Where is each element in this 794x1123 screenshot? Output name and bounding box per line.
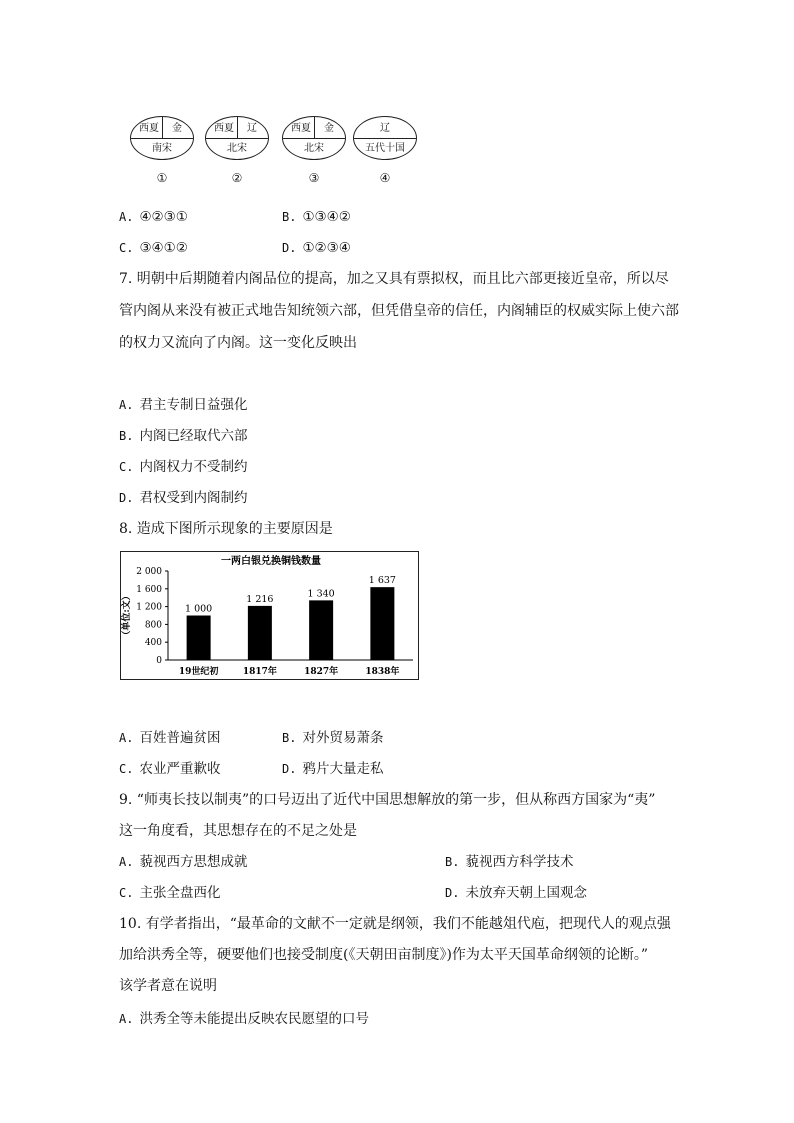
q9-option-a-letter: A. [119,855,134,869]
oval-3-top-right: 金 [324,123,334,134]
oval-2-top-left: 西夏 [214,123,234,134]
oval-1-label: ① [156,171,168,185]
x-tick-label: 1827年 [304,667,339,677]
q8-option-b-letter: B. [282,731,297,745]
q9-option-c-letter: C. [119,886,134,900]
q9-option-a-text: 藐视西方思想成就 [139,854,248,870]
q8-option-d-text: 鸦片大量走私 [302,761,384,777]
oval-3-bottom: 北宋 [304,143,324,154]
q10-option-a-letter: A. [119,1012,134,1026]
q9-option-b-text: 藐视西方科学技术 [465,854,574,870]
q9-stem-line-1: 9. “师夷长技以制夷”的口号迈出了近代中国思想解放的第一步，但从称西方国家为“夷” [119,792,656,808]
oval-4-top: 辽 [380,123,390,134]
q8-option-b [282,729,383,747]
q9-option-d [445,884,587,902]
y-tick-label: 0 [156,656,162,666]
q7-option-d-text: 君权受到内阁制约 [139,490,248,506]
q6-option-a-text: ④②③① [139,209,188,225]
bar [370,587,394,660]
y-tick-label: 2 000 [136,567,162,577]
q7-option-d-letter: D. [119,491,134,505]
q6-option-a-letter: A. [119,210,134,224]
q9-option-b-letter: B. [445,855,460,869]
bar [187,616,211,661]
q10-option-a [119,1010,369,1028]
oval-2-top-right: 辽 [247,123,257,134]
oval-4 [353,116,417,160]
bar [309,600,333,660]
bar-value-label: 1 637 [368,575,396,587]
q9-option-b [445,853,573,871]
q7-option-b [119,427,247,445]
q7-option-b-text: 内阁已经取代六部 [139,428,248,444]
y-axis-label: （单位:文） [122,591,132,640]
chart-title: 一两白银兑换铜钱数量 [221,556,321,567]
oval-2-bottom: 北宋 [227,143,247,154]
bar-value-label: 1 216 [246,593,274,605]
q9-stem-line-2: 这一角度看，其思想存在的不足之处是 [119,823,357,839]
bar-value-label: 1 340 [307,588,335,600]
oval-1 [130,116,194,160]
q10-stem-line-1: 10. 有学者指出，“最革命的文献不一定就是纲领，我们不能越俎代庖，把现代人的观点强 [119,916,671,932]
q7-stem-line-2: 管内阁从来没有被正式地告知统领六部，但凭借皇帝的信任，内阁辅臣的权威实际上使六部 [119,303,679,319]
q10-stem-line-3: 该学者意在说明 [119,978,217,994]
silver-copper-chart [120,551,419,680]
q6-option-d-text: ①②③④ [302,240,351,256]
q8-option-d-letter: D. [282,762,297,776]
q6-option-b [282,208,351,226]
q7-stem-line-3: 的权力又流向了内阁。这一变化反映出 [119,335,357,351]
q7-option-d [119,489,247,507]
oval-1-top-right: 金 [172,123,182,134]
bar-value-label: 1 000 [185,603,213,615]
q7-option-a-letter: A. [119,398,134,412]
oval-2 [205,116,269,160]
q6-option-d-letter: D. [282,241,297,255]
q7-stem-line-1: 7. 明朝中后期随着内阁品位的提高，加之又具有票拟权，而且比六部更接近皇帝，所以尽 [119,271,669,287]
x-tick-label: 1817年 [242,667,277,677]
y-tick-label: 800 [144,620,162,631]
oval-4-label: ④ [379,171,391,185]
q7-option-c-letter: C. [119,460,134,474]
x-tick-label: 1838年 [365,667,400,677]
oval-3-label: ③ [308,171,320,185]
q6-option-b-letter: B. [282,210,297,224]
q6-option-b-text: ①③④② [302,209,351,225]
oval-3-top-left: 西夏 [291,123,311,134]
q9-option-d-text: 未放弃天朝上国观念 [465,885,587,901]
q9-option-c-text: 主张全盘西化 [139,885,221,901]
q8-option-d [282,760,383,778]
q6-option-c-text: ③④①② [139,240,188,256]
q9-option-a [119,853,247,871]
q7-option-c [119,458,247,476]
q8-option-c-text: 农业严重歉收 [139,761,221,777]
oval-3 [282,116,346,160]
oval-4-bottom: 五代十国 [365,143,405,154]
q9-option-d-letter: D. [445,886,460,900]
y-tick-label: 1 600 [136,584,162,595]
q8-stem: 8. 造成下图所示现象的主要原因是 [119,521,333,537]
oval-1-top-left: 西夏 [139,123,159,134]
q6-option-d [282,239,351,257]
q7-option-b-letter: B. [119,429,134,443]
q6-option-a [119,208,188,226]
oval-1-bottom: 南宋 [152,143,172,154]
q10-option-a-text: 洪秀全等未能提出反映农民愿望的口号 [139,1011,369,1027]
q6-option-c [119,239,188,257]
q8-option-a [119,729,220,747]
y-tick-label: 1 200 [136,602,162,613]
q8-option-b-text: 对外贸易萧条 [302,730,384,746]
bar [248,606,272,660]
chart-svg [121,552,418,679]
q8-option-c-letter: C. [119,762,134,776]
q7-option-c-text: 内阁权力不受制约 [139,459,248,475]
q10-stem-line-2: 加给洪秀全等，硬要他们也接受制度(《天朝田亩制度》)作为太平天国革命纲领的论断。” [119,947,649,963]
y-tick-label: 400 [144,638,162,649]
q8-option-a-text: 百姓普遍贫困 [139,730,221,746]
q9-option-c [119,884,220,902]
q7-option-a [119,396,247,414]
oval-2-label: ② [231,171,243,185]
q8-option-a-letter: A. [119,731,134,745]
x-tick-label: 19世纪初 [178,667,219,677]
q7-option-a-text: 君主专制日益强化 [139,397,248,413]
q8-option-c [119,760,220,778]
q6-option-c-letter: C. [119,241,134,255]
